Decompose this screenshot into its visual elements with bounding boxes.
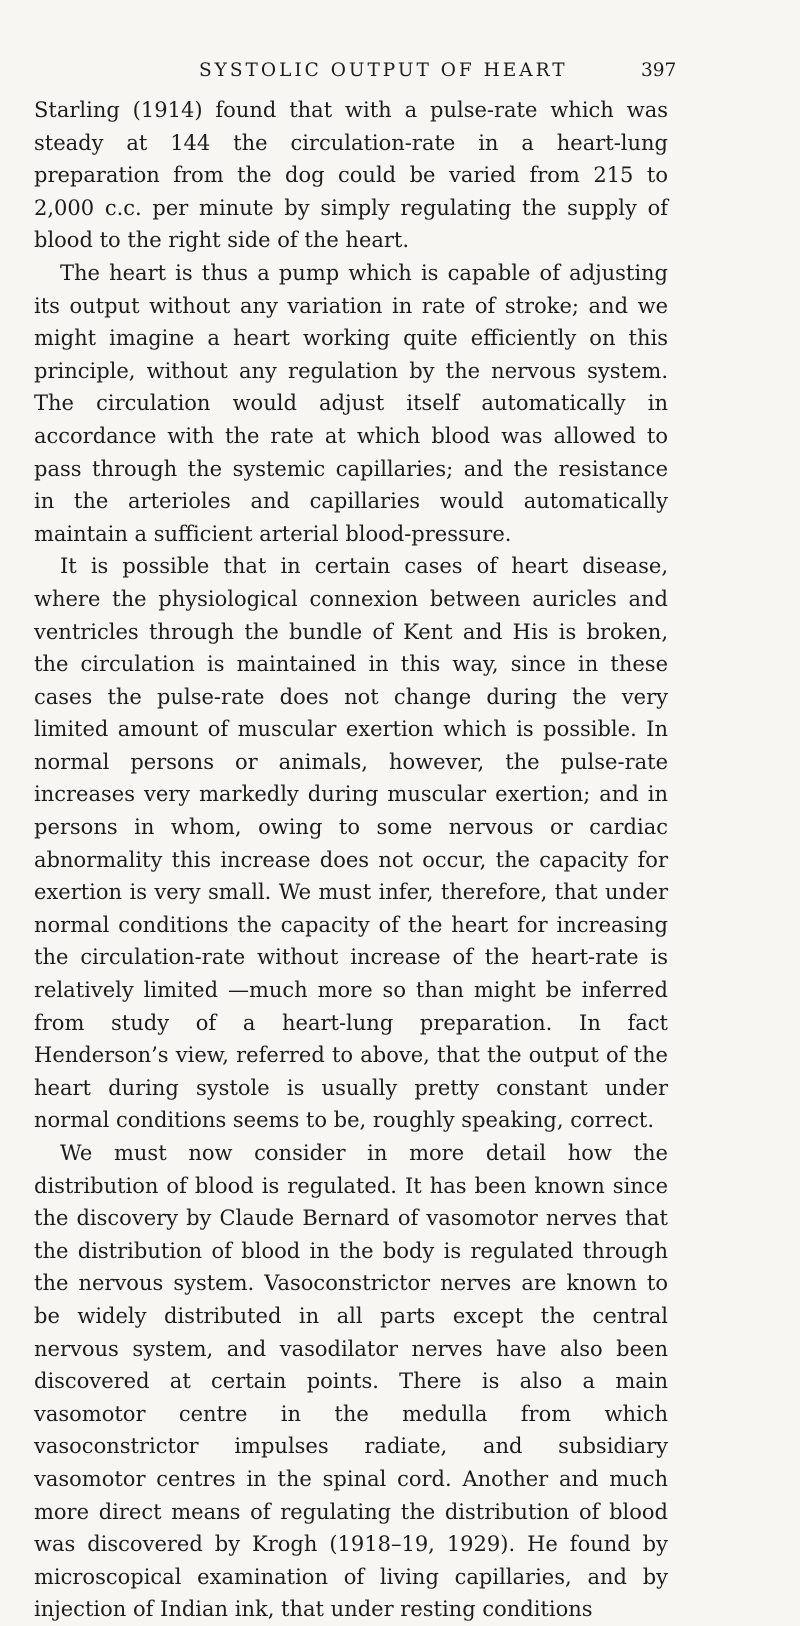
- running-title: SYSTOLIC OUTPUT OF HEART: [199, 60, 568, 81]
- paragraph-starling: Starling (1914) found that with a pulse-rate which was steady at 144 the circulation-rate in a heart-lung preparation from the dog could be varied from 215 to 2,000 c.c. per minute by simply regulating the supply of blood to the right side of the heart.: [34, 98, 668, 253]
- body-text: [34, 94, 668, 1626]
- paragraph-pump: The heart is thus a pump which is capable of adjusting its output without any variation in rate of stroke; and we might imagine a heart working quite efficiently on this principle, without any regulation by the nervous system. The circulation would adjust itself automatically in accordance with the rate at which blood was allowed to pass through the systemic capillaries; and the resistance in the arterioles and capillaries would automatically maintain a sufficient arterial blood-pressure.: [34, 260, 668, 546]
- page-number: 397: [641, 60, 677, 81]
- paragraph-heart-disease: It is possible that in certain cases of heart disease, where the physiological connexion between auricles and ventricles through the bundle of Kent and His is broken, the circulation is maintained in this way, since in these cases the pulse-rate does not change during the very limited amount of muscular exertion which is possible. In normal persons or animals, however, the pulse-rate increases very markedly during muscular exertion; and in persons in whom, owing to some nervous or cardiac abnormality this increase does not occur, the capacity for exertion is very small. We must infer, therefore, that under normal conditions the capacity of the heart for increasing the circulation-rate without increase of the heart-rate is relatively limited —much more so than might be inferred from study of a heart-lung preparation. In fact Henderson’s view, referred to above, that the output of the heart during systole is usually pretty constant under normal conditions seems to be, roughly speaking, correct.: [34, 554, 668, 1133]
- running-head: [0, 56, 800, 86]
- paragraph-distribution: We must now consider in more detail how the distribution of blood is regulated. It has been known since the discovery by Claude Bernard of vasomotor nerves that the distribution of blood in the body is regulated through the nervous system. Vasoconstrictor nerves are known to be widely distributed in all parts except the central nervous system, and vasodilator nerves have also been discovered at certain points. There is also a main vasomotor centre in the medulla from which vasoconstrictor impulses radiate, and subsidiary vasomotor centres in the spinal cord. Another and much more direct means of regulating the distribution of blood was discovered by Krogh (1918–19, 1929). He found by microscopical examination of living capillaries, and by injection of Indian ink, that under resting conditions: [34, 1141, 668, 1622]
